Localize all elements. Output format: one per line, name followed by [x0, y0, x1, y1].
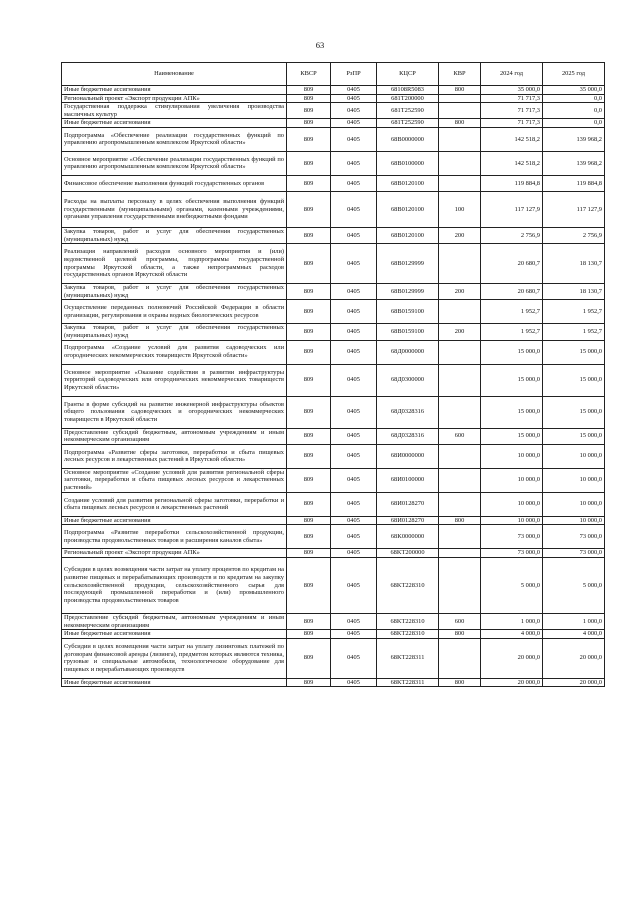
row-kvsr: 809 — [287, 492, 331, 516]
row-2024: 20 000,0 — [481, 678, 543, 687]
row-rzpr: 0405 — [331, 428, 377, 444]
row-kvr: 200 — [439, 324, 481, 340]
header-name: Наименование — [62, 63, 287, 86]
row-kvsr: 809 — [287, 284, 331, 300]
row-rzpr: 0405 — [331, 516, 377, 525]
row-2025: 15 000,0 — [543, 396, 605, 428]
row-rzpr: 0405 — [331, 284, 377, 300]
row-rzpr: 0405 — [331, 119, 377, 128]
row-2025: 1 952,7 — [543, 324, 605, 340]
row-name: Иные бюджетные ассигнования — [62, 119, 287, 128]
row-2025: 20 000,0 — [543, 678, 605, 687]
row-rzpr: 0405 — [331, 492, 377, 516]
row-kvsr: 809 — [287, 549, 331, 558]
row-kvsr: 809 — [287, 151, 331, 175]
row-name: Закупка товаров, работ и услуг для обеспечения государственных (муниципальных) нужд — [62, 284, 287, 300]
row-2024: 20 680,7 — [481, 244, 543, 284]
row-kcsr: 68B0100000 — [377, 151, 439, 175]
row-kvr — [439, 525, 481, 549]
row-2024: 142 518,2 — [481, 151, 543, 175]
row-kcsr: 681T200000 — [377, 94, 439, 103]
row-name: Иные бюджетные ассигнования — [62, 86, 287, 95]
row-2025: 5 000,0 — [543, 557, 605, 613]
row-kvsr: 809 — [287, 300, 331, 324]
header-2024: 2024 год — [481, 63, 543, 86]
table-row — [62, 396, 605, 428]
row-rzpr: 0405 — [331, 557, 377, 613]
row-kvsr: 809 — [287, 127, 331, 151]
row-rzpr: 0405 — [331, 444, 377, 468]
table-row — [62, 638, 605, 678]
table-row — [62, 557, 605, 613]
table-row — [62, 525, 605, 549]
table-row — [62, 613, 605, 629]
row-kvr — [439, 103, 481, 119]
header-rzpr: РзПР — [331, 63, 377, 86]
row-kvr — [439, 549, 481, 558]
row-kvr — [439, 300, 481, 324]
table-row — [62, 516, 605, 525]
table-row — [62, 444, 605, 468]
row-kvr: 600 — [439, 428, 481, 444]
row-kvsr: 809 — [287, 630, 331, 639]
row-kvr — [439, 151, 481, 175]
row-2024: 10 000,0 — [481, 492, 543, 516]
row-name: Закупка товаров, работ и услуг для обеспечения государственных (муниципальных) нужд — [62, 324, 287, 340]
row-kvr: 200 — [439, 227, 481, 243]
table-row — [62, 103, 605, 119]
row-rzpr: 0405 — [331, 127, 377, 151]
row-2024: 71 717,3 — [481, 103, 543, 119]
table-row — [62, 468, 605, 492]
row-kvsr: 809 — [287, 227, 331, 243]
row-kcsr: 68KT200000 — [377, 549, 439, 558]
table-row — [62, 119, 605, 128]
row-kvr: 100 — [439, 191, 481, 227]
table-row — [62, 630, 605, 639]
header-kvsr: КВСР — [287, 63, 331, 86]
budget-table — [61, 62, 605, 687]
row-kvr — [439, 244, 481, 284]
row-name: Гранты в форме субсидий на развитие инженерной инфраструктуры объектов общего пользования садоводческих и огороднических некоммерческих товариществ в Иркутской области — [62, 396, 287, 428]
row-2024: 35 000,0 — [481, 86, 543, 95]
row-name: Основное мероприятие «Создание условий для развития региональной сферы заготовки, переработки и сбыта пищевых лесных ресурсов и лекарственных растений» — [62, 468, 287, 492]
row-2025: 15 000,0 — [543, 340, 605, 364]
table-row — [62, 678, 605, 687]
row-name: Реализация направлений расходов основного мероприятия и (или) ведомственной целевой программы, подпрограммы государственной программы Иркутской области, а также непрограммных расходов государственных органов Иркутской области — [62, 244, 287, 284]
row-name: Государственная поддержка стимулирования увеличения производства масличных культур — [62, 103, 287, 119]
row-kvsr: 809 — [287, 324, 331, 340]
row-kvr — [439, 127, 481, 151]
header-kvr: КВР — [439, 63, 481, 86]
table-row — [62, 191, 605, 227]
row-name: Расходы на выплаты персоналу в целях обеспечения выполнения функций государственными (муниципальными) органами, казенными учреждениями, органами управления государственными внебюджетными фондами — [62, 191, 287, 227]
row-name: Подпрограмма «Обеспечение реализации государственных функций по управлению агропромышленным комплексом Иркутской области» — [62, 127, 287, 151]
row-kcsr: 68B0120100 — [377, 191, 439, 227]
row-2025: 10 000,0 — [543, 492, 605, 516]
row-2024: 10 000,0 — [481, 444, 543, 468]
row-2024: 10 000,0 — [481, 468, 543, 492]
row-name: Финансовое обеспечение выполнения функций государственных органов — [62, 175, 287, 191]
row-2025: 15 000,0 — [543, 364, 605, 396]
row-rzpr: 0405 — [331, 340, 377, 364]
row-rzpr: 0405 — [331, 86, 377, 95]
table-row — [62, 175, 605, 191]
table-row — [62, 324, 605, 340]
row-kvsr: 809 — [287, 678, 331, 687]
row-kvr: 800 — [439, 119, 481, 128]
table-row — [62, 86, 605, 95]
row-rzpr: 0405 — [331, 638, 377, 678]
row-kvsr: 809 — [287, 340, 331, 364]
row-2024: 73 000,0 — [481, 549, 543, 558]
row-kvr — [439, 468, 481, 492]
row-2024: 5 000,0 — [481, 557, 543, 613]
row-rzpr: 0405 — [331, 525, 377, 549]
table-row — [62, 94, 605, 103]
row-2024: 1 000,0 — [481, 613, 543, 629]
table-row — [62, 300, 605, 324]
row-kcsr: 68Д0328316 — [377, 396, 439, 428]
row-rzpr: 0405 — [331, 678, 377, 687]
row-kvsr: 809 — [287, 613, 331, 629]
table-row — [62, 492, 605, 516]
table-row — [62, 151, 605, 175]
row-2025: 10 000,0 — [543, 468, 605, 492]
row-kvsr: 809 — [287, 175, 331, 191]
row-2025: 73 000,0 — [543, 549, 605, 558]
row-rzpr: 0405 — [331, 549, 377, 558]
row-2025: 0,0 — [543, 94, 605, 103]
header-kcsr: КЦСР — [377, 63, 439, 86]
row-rzpr: 0405 — [331, 364, 377, 396]
row-2024: 20 000,0 — [481, 638, 543, 678]
row-name: Осуществление переданных полномочий Российской Федерации в области организации, регулирования и охраны водных биологических ресурсов — [62, 300, 287, 324]
row-kvsr: 809 — [287, 428, 331, 444]
row-kvr — [439, 396, 481, 428]
header-2025: 2025 год — [543, 63, 605, 86]
row-kcsr: 68B0159100 — [377, 324, 439, 340]
row-kvsr: 809 — [287, 638, 331, 678]
row-2024: 15 000,0 — [481, 428, 543, 444]
row-2025: 1 952,7 — [543, 300, 605, 324]
row-rzpr: 0405 — [331, 396, 377, 428]
row-kvsr: 809 — [287, 516, 331, 525]
row-kcsr: 68B0120100 — [377, 175, 439, 191]
row-name: Субсидии в целях возмещения части затрат на уплату процентов по кредитам на развитие пищевых и перерабатывающих производств и по кредитам на закупку сельскохозяйственной продукции, сельскохозяйственного сырья для последующей промышленной переработки и (или) промышленного производства продовольственных товаров — [62, 557, 287, 613]
row-kcsr: 68Д0300000 — [377, 364, 439, 396]
row-kvr: 800 — [439, 630, 481, 639]
table-row — [62, 284, 605, 300]
row-2024: 2 756,9 — [481, 227, 543, 243]
row-rzpr: 0405 — [331, 227, 377, 243]
row-rzpr: 0405 — [331, 151, 377, 175]
row-kcsr: 68И0128270 — [377, 516, 439, 525]
row-2024: 15 000,0 — [481, 340, 543, 364]
row-kvsr: 809 — [287, 364, 331, 396]
page-number: 63 — [315, 40, 325, 50]
row-2025: 20 000,0 — [543, 638, 605, 678]
row-rzpr: 0405 — [331, 630, 377, 639]
row-kvr — [439, 638, 481, 678]
row-name: Подпрограмма «Развитие переработки сельскохозяйственной продукции, производства продовольственных товаров и расширения каналов сбыта» — [62, 525, 287, 549]
row-name: Предоставление субсидий бюджетным, автономным учреждениям и иным некоммерческим организациям — [62, 428, 287, 444]
row-name: Основное мероприятие «Обеспечение реализации государственных функций по управлению агропромышленным комплексом Иркутской области» — [62, 151, 287, 175]
row-rzpr: 0405 — [331, 244, 377, 284]
row-kvsr: 809 — [287, 103, 331, 119]
row-kcsr: 681T252590 — [377, 119, 439, 128]
row-kvr: 600 — [439, 613, 481, 629]
row-kvsr: 809 — [287, 86, 331, 95]
row-2025: 139 968,2 — [543, 127, 605, 151]
row-rzpr: 0405 — [331, 324, 377, 340]
row-rzpr: 0405 — [331, 175, 377, 191]
row-kcsr: 68И0100000 — [377, 468, 439, 492]
row-2024: 15 000,0 — [481, 396, 543, 428]
row-2025: 35 000,0 — [543, 86, 605, 95]
row-kvr — [439, 364, 481, 396]
row-kvr — [439, 444, 481, 468]
row-name: Подпрограмма «Развитие сферы заготовки, переработки и сбыта пищевых лесных ресурсов и лекарственных растений в Иркутской области» — [62, 444, 287, 468]
table-row — [62, 127, 605, 151]
table-body — [62, 86, 605, 687]
row-kvsr: 809 — [287, 444, 331, 468]
row-2025: 119 884,8 — [543, 175, 605, 191]
row-rzpr: 0405 — [331, 613, 377, 629]
row-name: Региональный проект «Экспорт продукции АПК» — [62, 94, 287, 103]
row-kvr: 800 — [439, 678, 481, 687]
row-2025: 18 130,7 — [543, 284, 605, 300]
row-kvr — [439, 340, 481, 364]
row-2025: 10 000,0 — [543, 444, 605, 468]
row-kcsr: 68KT228310 — [377, 557, 439, 613]
table-row — [62, 340, 605, 364]
row-2025: 18 130,7 — [543, 244, 605, 284]
row-name: Основное мероприятие «Оказание содействия в развитии инфраструктуры территорий садоводческих или огороднических некоммерческих товариществ Иркутской области» — [62, 364, 287, 396]
row-name: Иные бюджетные ассигнования — [62, 630, 287, 639]
row-rzpr: 0405 — [331, 103, 377, 119]
row-2025: 139 968,2 — [543, 151, 605, 175]
row-2024: 4 000,0 — [481, 630, 543, 639]
row-kvr: 200 — [439, 284, 481, 300]
row-kcsr: 68B0120100 — [377, 227, 439, 243]
row-kcsr: 68B0129999 — [377, 284, 439, 300]
row-kcsr: 68И0128270 — [377, 492, 439, 516]
row-kvr: 800 — [439, 86, 481, 95]
row-kcsr: 68И0000000 — [377, 444, 439, 468]
row-kcsr: 68KT228311 — [377, 678, 439, 687]
row-2025: 15 000,0 — [543, 428, 605, 444]
table-row — [62, 549, 605, 558]
row-kcsr: 68Д0328316 — [377, 428, 439, 444]
row-kvsr: 809 — [287, 244, 331, 284]
row-2025: 0,0 — [543, 103, 605, 119]
row-kvr — [439, 557, 481, 613]
row-name: Иные бюджетные ассигнования — [62, 678, 287, 687]
row-name: Предоставление субсидий бюджетным, автономным учреждениям и иным некоммерческим организациям — [62, 613, 287, 629]
row-name: Иные бюджетные ассигнования — [62, 516, 287, 525]
row-kcsr: 68KT228310 — [377, 613, 439, 629]
row-kcsr: 681T252590 — [377, 103, 439, 119]
row-2025: 117 127,9 — [543, 191, 605, 227]
row-kvsr: 809 — [287, 94, 331, 103]
row-kvsr: 809 — [287, 191, 331, 227]
row-2025: 4 000,0 — [543, 630, 605, 639]
row-kcsr: 68B0159100 — [377, 300, 439, 324]
row-2024: 71 717,3 — [481, 119, 543, 128]
row-2024: 15 000,0 — [481, 364, 543, 396]
table-row — [62, 244, 605, 284]
row-rzpr: 0405 — [331, 300, 377, 324]
row-2024: 142 518,2 — [481, 127, 543, 151]
row-2024: 73 000,0 — [481, 525, 543, 549]
row-kcsr: 68Д0000000 — [377, 340, 439, 364]
row-2024: 20 680,7 — [481, 284, 543, 300]
row-kvsr: 809 — [287, 468, 331, 492]
row-kvr — [439, 492, 481, 516]
row-2024: 71 717,3 — [481, 94, 543, 103]
row-name: Субсидии в целях возмещения части затрат на уплату лизинговых платежей по договорам финансовой аренды (лизинга), предметом которых являются техника, грузовые и специальные автомобили, технологическое оборудование для пищевых и перерабатывающих производств — [62, 638, 287, 678]
table-row — [62, 364, 605, 396]
row-rzpr: 0405 — [331, 468, 377, 492]
row-kvsr: 809 — [287, 396, 331, 428]
row-kcsr: 68B0000000 — [377, 127, 439, 151]
row-kcsr: 68108R5083 — [377, 86, 439, 95]
row-rzpr: 0405 — [331, 191, 377, 227]
row-kcsr: 68KT228310 — [377, 630, 439, 639]
row-name: Закупка товаров, работ и услуг для обеспечения государственных (муниципальных) нужд — [62, 227, 287, 243]
row-name: Подпрограмма «Создание условий для развития садоводческих или огороднических некоммерческих товариществ Иркутской области» — [62, 340, 287, 364]
row-kcsr: 68KT228311 — [377, 638, 439, 678]
row-2024: 119 884,8 — [481, 175, 543, 191]
row-2025: 1 000,0 — [543, 613, 605, 629]
row-kcsr: 68B0129999 — [377, 244, 439, 284]
row-name: Региональный проект «Экспорт продукции АПК» — [62, 549, 287, 558]
row-2024: 1 952,7 — [481, 324, 543, 340]
row-kcsr: 68K0000000 — [377, 525, 439, 549]
row-kvr — [439, 94, 481, 103]
row-2024: 10 000,0 — [481, 516, 543, 525]
row-kvsr: 809 — [287, 525, 331, 549]
table-row — [62, 428, 605, 444]
row-2025: 2 756,9 — [543, 227, 605, 243]
row-2025: 10 000,0 — [543, 516, 605, 525]
row-name: Создание условий для развития региональной сферы заготовки, переработки и сбыта пищевых лесных ресурсов и лекарственных растений — [62, 492, 287, 516]
row-rzpr: 0405 — [331, 94, 377, 103]
row-kvsr: 809 — [287, 557, 331, 613]
row-2025: 73 000,0 — [543, 525, 605, 549]
row-2025: 0,0 — [543, 119, 605, 128]
row-kvr: 800 — [439, 516, 481, 525]
row-kvsr: 809 — [287, 119, 331, 128]
table-row — [62, 227, 605, 243]
row-2024: 1 952,7 — [481, 300, 543, 324]
table-header-row — [62, 63, 605, 86]
row-kvr — [439, 175, 481, 191]
row-2024: 117 127,9 — [481, 191, 543, 227]
